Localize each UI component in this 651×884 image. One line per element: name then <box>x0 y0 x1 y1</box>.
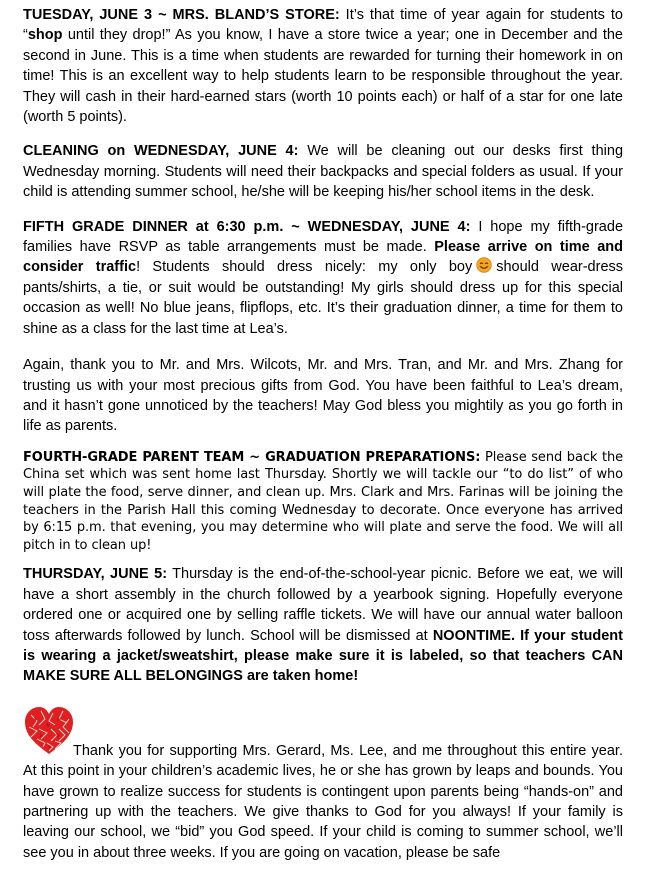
thursday-paragraph: THURSDAY, JUNE 5: Thursday is the end-of-the-school-year picnic. Before we eat, we will have a short assembly in the church followed by a yearbook signing. Hopefully everyone ordered one or acquired one by selling raffle tickets. We will have our annual water balloon toss afterwards followed by lunch. School will be dismissed at NOONTIME. If your student is wearing a jacket/sweatshirt, please make sure it is labeled, so that teachers CAN MAKE SURE ALL BELONGINGS are taken home! <box>23 566 623 685</box>
parent-team-heading: FOURTH-GRADE PARENT TEAM ~ GRADUATION PREPARATIONS: <box>23 449 481 465</box>
smiling-face-icon <box>476 257 492 273</box>
newsletter-page <box>23 5 623 863</box>
parent-team-paragraph: FOURTH-GRADE PARENT TEAM ~ GRADUATION PREPARATIONS: Please send back the China set which was sent home last Thursday. Shortly we will tackle our “to do list” of who will plate the food, serve dinner, and clean up. Mrs. Clark and Mrs. Farinas will be joining the teachers in the Parish Hall this coming Wednesday to decorate. Once everyone has arrived by 6:15 p.m. that evening, you may determine who will plate and serve the food. We will all pitch in to clean up! <box>23 449 623 553</box>
closing-paragraph: Thank you for supporting Mrs. Gerard, Ms. Lee, and me throughout this entire year. At this point in your children’s academic lives, he or she has grown by leaps and bounds. You have grown to realize success for students is contingent upon parents being “hands-on” and partnering up with the teachers. We give thanks to God for you always! If your family is leaving our school, we “bid” you God speed. If your child is coming to summer school, we’ll see you in about three weeks. If you are going on vacation, please be safe <box>23 742 623 861</box>
thanks-families-paragraph: Again, thank you to Mr. and Mrs. Wilcots, Mr. and Mrs. Tran, and Mr. and Mrs. Zhang for trusting us with your most precious gifts from God. You have been faithful to Lea’s dream, and it hasn’t gone unnoticed by the teachers! May God bless you mightily as you go forth in life as parents. <box>23 357 623 435</box>
cleaning-paragraph: CLEANING on WEDNESDAY, JUNE 4: We will be cleaning out our desks first thing Wednesday morning. Students will need their backpacks and special folders as usual. If your child is attending summer school, he/she will be keeping his/her school items in the desk. <box>23 143 624 201</box>
store-heading: TUESDAY, JUNE 3 ~ MRS. BLAND’S STORE: <box>23 7 340 23</box>
thursday-heading: THURSDAY, JUNE 5: <box>23 566 168 583</box>
heart-collage-icon <box>23 705 75 757</box>
dinner-heading: FIFTH GRADE DINNER at 6:30 p.m. ~ WEDNESDAY, JUNE 4: <box>23 218 471 235</box>
store-paragraph: TUESDAY, JUNE 3 ~ MRS. BLAND’S STORE: It’s that time of year again for students to “shop until they drop!” As you know, I have a store twice a year; one in December and the second in June. This is a time when students are rewarded for turning their homework in on time! This is an excellent way to help students learn to be responsible throughout the year. They will cash in their hard-earned stars (worth 10 points each) or half of a star for one late (worth 5 points). <box>23 7 623 126</box>
closing-section <box>23 705 623 863</box>
cleaning-heading: CLEANING on WEDNESDAY, JUNE 4: <box>23 143 299 160</box>
dinner-paragraph: FIFTH GRADE DINNER at 6:30 p.m. ~ WEDNESDAY, JUNE 4: I hope my fifth-grade families have RSVP as table arrangements must be made. Please arrive on time and consider traffic! Students should dress nicely: my only boy should wear-dress pants/shirts, a tie, or suit would be outstanding! My girls should dress up for this special occasion as well! No blue jeans, flipflops, etc. It’s their graduation dinner, a time for them to shine as a class for the last time at Lea’s. <box>23 218 624 337</box>
